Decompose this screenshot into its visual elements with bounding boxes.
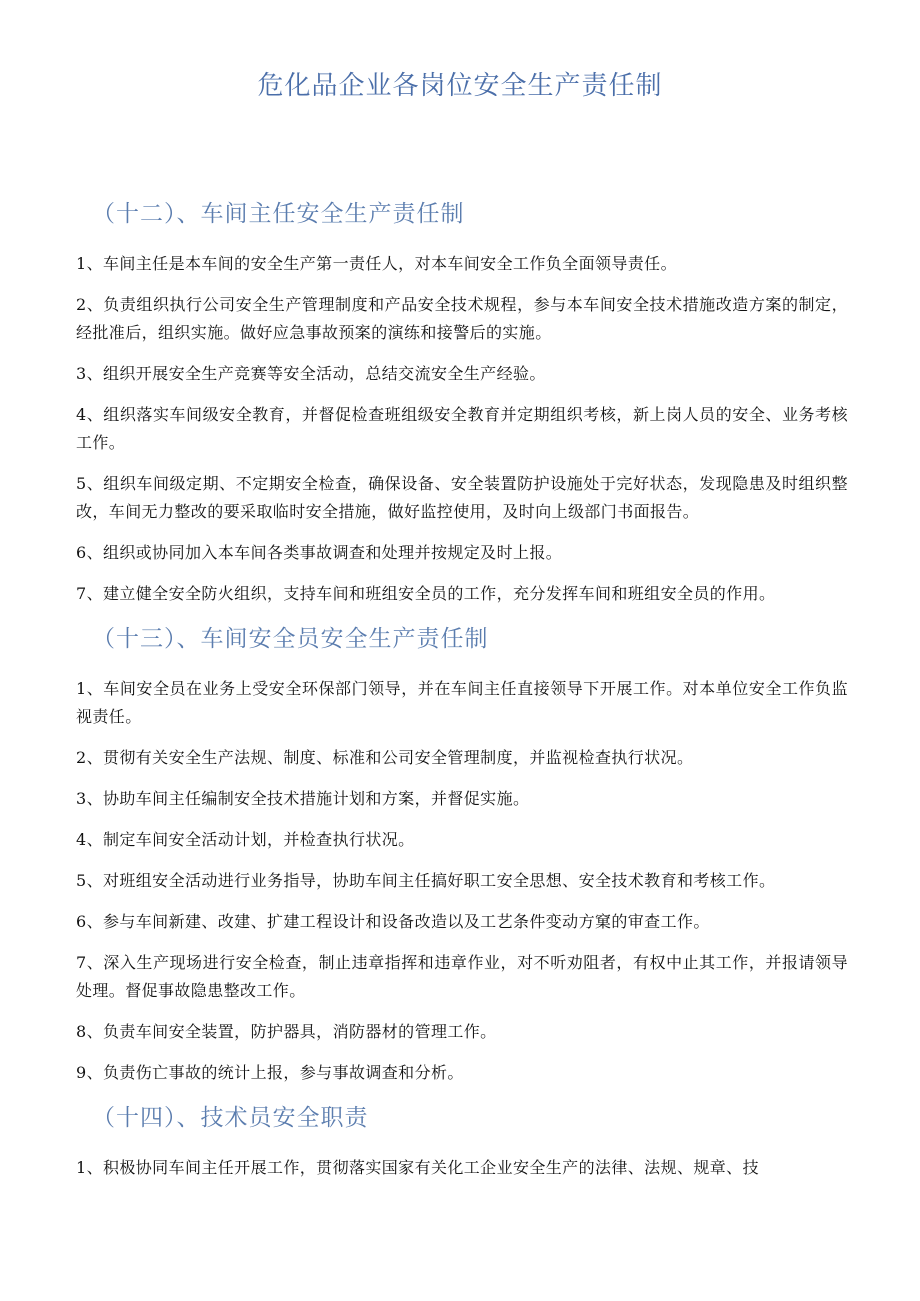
section-heading: （十二）、车间主任安全生产责任制 xyxy=(92,201,465,227)
list-item: 9、负责伤亡事故的统计上报，参与事故调查和分析。 xyxy=(76,1063,464,1082)
section-workshop-safety-officer xyxy=(76,621,848,1087)
list-item: 6、组织或协同加入本车间各类事故调查和处理并按规定及时上报。 xyxy=(76,543,563,562)
section-workshop-director xyxy=(76,196,848,608)
list-item: 8、负责车间安全装置，防护器具，消防器材的管理工作。 xyxy=(76,1022,497,1041)
section-heading: （十三）、车间安全员安全生产责任制 xyxy=(92,626,489,652)
list-item: 2、负责组织执行公司安全生产管理制度和产品安全技术规程，参与本车间安全技术措施改造方案的制定，经批准后，组织实施。做好应急事故预案的演练和接警后的实施。 xyxy=(76,295,848,342)
list-item: 3、协助车间主任编制安全技术措施计划和方案，并督促实施。 xyxy=(76,789,530,808)
list-item: 5、组织车间级定期、不定期安全检查，确保设备、安全装置防护设施处于完好状态，发现隐患及时组织整改，车间无力整改的要采取临时安全措施，做好监控使用，及时向上级部门书面报告。 xyxy=(76,474,848,521)
list-item: 5、对班组安全活动进行业务指导，协助车间主任搞好职工安全思想、安全技术教育和考核工作。 xyxy=(76,871,776,890)
list-item: 4、制定车间安全活动计划，并检查执行状况。 xyxy=(76,830,415,849)
section-technician-safety-duties xyxy=(76,1100,848,1182)
list-item: 1、车间安全员在业务上受安全环保部门领导，并在车间主任直接领导下开展工作。对本单位安全工作负监视责任。 xyxy=(76,679,848,726)
list-item: 6、参与车间新建、改建、扩建工程设计和设备改造以及工艺条件变动方窠的审查工作。 xyxy=(76,912,710,931)
list-item: 7、深入生产现场进行安全检查，制止违章指挥和违章作业，对不听劝阻者，有权中止其工作，并报请领导处理。督促事故隐患整改工作。 xyxy=(76,953,848,1000)
list-item: 2、贯彻有关安全生产法规、制度、标准和公司安全管理制度，并监视检查执行状况。 xyxy=(76,748,694,767)
document-title: 危化品企业各岗位安全生产责任制 xyxy=(257,71,663,101)
list-item: 3、组织开展安全生产竞赛等安全活动，总结交流安全生产经验。 xyxy=(76,364,546,383)
document-body xyxy=(76,196,848,1195)
list-item: 4、组织落实车间级安全教育，并督促检查班组级安全教育并定期组织考核，新上岗人员的安全、业务考核工作。 xyxy=(76,405,848,452)
list-item: 7、建立健全安全防火组织，支持车间和班组安全员的工作，充分发挥车间和班组安全员的作用。 xyxy=(76,584,776,603)
section-heading: （十四）、技术员安全职责 xyxy=(92,1105,369,1131)
list-item: 1、积极协同车间主任开展工作，贯彻落实国家有关化工企业安全生产的法律、法规、规章、技 xyxy=(76,1158,759,1177)
list-item: 1、车间主任是本车间的安全生产第一责任人，对本车间安全工作负全面领导责任。 xyxy=(76,254,677,273)
